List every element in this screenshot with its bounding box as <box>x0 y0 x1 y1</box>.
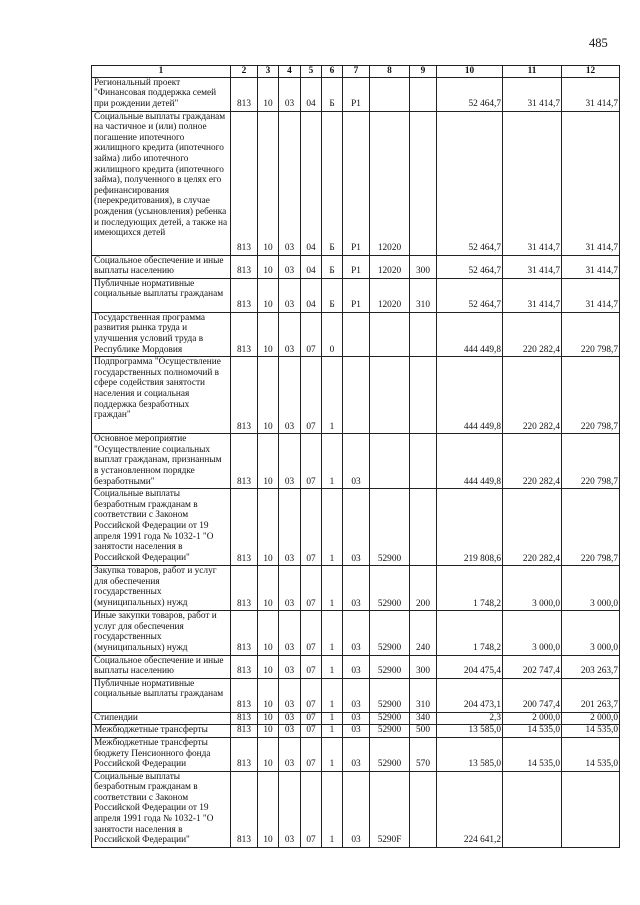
row-name-cell <box>92 312 231 356</box>
amount-year-1-cell: 52 464,7 <box>437 111 503 255</box>
section-code-cell: 10 <box>258 278 279 312</box>
amount-year-3-cell: 201 263,7 <box>562 678 620 712</box>
subprogram-code-cell: 1 <box>322 566 343 611</box>
event-code-cell: Р1 <box>343 77 370 111</box>
direction-code-cell: 52900 <box>370 489 410 566</box>
event-code-cell: 03 <box>343 737 370 771</box>
amount-year-2-cell: 220 282,4 <box>503 489 562 566</box>
subsection-code-cell: 03 <box>279 434 301 489</box>
event-code-cell: 03 <box>343 655 370 678</box>
amount-year-1-cell: 1 748,2 <box>437 611 503 655</box>
table-row <box>92 255 620 278</box>
expense-type-code-cell: 240 <box>410 611 437 655</box>
subsection-code-cell: 03 <box>279 312 301 356</box>
program-code-cell: 07 <box>301 725 322 738</box>
table-row <box>92 655 620 678</box>
amount-year-1-cell: 52 464,7 <box>437 278 503 312</box>
amount-year-3-cell: 31 414,7 <box>562 255 620 278</box>
amount-year-1-cell: 13 585,0 <box>437 725 503 738</box>
budget-table <box>91 65 620 848</box>
direction-code-cell: 52900 <box>370 655 410 678</box>
section-code-cell: 10 <box>258 566 279 611</box>
ministry-code-cell: 813 <box>231 678 258 712</box>
column-header: 5 <box>301 66 322 78</box>
event-code-cell: 03 <box>343 725 370 738</box>
subsection-code-cell: 03 <box>279 357 301 434</box>
section-code-cell: 10 <box>258 434 279 489</box>
amount-year-2-cell: 31 414,7 <box>503 278 562 312</box>
expense-type-code-cell: 200 <box>410 566 437 611</box>
amount-year-2-cell: 3 000,0 <box>503 566 562 611</box>
row-name-cell <box>92 278 231 312</box>
row-name: Региональный проект "Финансовая поддержка семей при рождении детей" <box>94 77 217 109</box>
amount-year-1-cell: 52 464,7 <box>437 77 503 111</box>
column-header: 10 <box>437 66 503 78</box>
ministry-code-cell: 813 <box>231 737 258 771</box>
row-name: Подпрограмма "Осуществление государственных полномочий в сфере содействия занятости населения и социальная поддержка безработных граждан" <box>94 357 221 421</box>
event-code-cell: 03 <box>343 771 370 847</box>
section-code-cell: 10 <box>258 712 279 725</box>
program-code-cell: 07 <box>301 611 322 655</box>
section-code-cell: 10 <box>258 255 279 278</box>
subsection-code-cell: 03 <box>279 489 301 566</box>
program-code-cell: 07 <box>301 771 322 847</box>
amount-year-3-cell: 2 000,0 <box>562 712 620 725</box>
subsection-code-cell: 03 <box>279 725 301 738</box>
subsection-code-cell: 03 <box>279 712 301 725</box>
amount-year-2-cell: 220 282,4 <box>503 312 562 356</box>
page-number: 485 <box>589 36 608 50</box>
row-name: Публичные нормативные социальные выплаты гражданам <box>94 678 224 700</box>
direction-code-cell: 12020 <box>370 255 410 278</box>
program-code-cell: 04 <box>301 255 322 278</box>
direction-code-cell: 52900 <box>370 678 410 712</box>
row-name-cell <box>92 712 231 725</box>
event-code-cell: 03 <box>343 434 370 489</box>
event-code-cell <box>343 357 370 434</box>
expense-type-code-cell: 570 <box>410 737 437 771</box>
row-name: Основное мероприятие "Осуществление социальных выплат гражданам, признанным в установленном порядке безработными" <box>94 434 222 487</box>
row-name-cell <box>92 725 231 738</box>
amount-year-3-cell <box>562 771 620 847</box>
direction-code-cell: 5290F <box>370 771 410 847</box>
amount-year-2-cell: 220 282,4 <box>503 357 562 434</box>
subprogram-code-cell: 1 <box>322 725 343 738</box>
row-name: Социальные выплаты безработным гражданам в соответствии с Законом Российской Федерации от 19 апреля 1991 года № 1032-1 "О занятости населения в Российской Федерации" <box>94 489 214 563</box>
expense-type-code-cell: 310 <box>410 678 437 712</box>
column-header: 11 <box>503 66 562 78</box>
section-code-cell: 10 <box>258 77 279 111</box>
amount-year-2-cell: 14 535,0 <box>503 725 562 738</box>
direction-code-cell: 52900 <box>370 611 410 655</box>
expense-type-code-cell: 300 <box>410 655 437 678</box>
ministry-code-cell: 813 <box>231 566 258 611</box>
amount-year-3-cell: 220 798,7 <box>562 489 620 566</box>
amount-year-1-cell: 444 449,8 <box>437 312 503 356</box>
amount-year-1-cell: 13 585,0 <box>437 737 503 771</box>
expense-type-code-cell: 500 <box>410 725 437 738</box>
table-row <box>92 566 620 611</box>
row-name: Социальные выплаты безработным гражданам в соответствии с Законом Российской Федерации от 19 апреля 1991 года № 1032-1 "О занятости населения в Российской Федерации" <box>94 771 214 846</box>
subprogram-code-cell: 1 <box>322 357 343 434</box>
row-name: Социальное обеспечение и иные выплаты населению <box>94 255 224 277</box>
subsection-code-cell: 03 <box>279 77 301 111</box>
amount-year-3-cell: 14 535,0 <box>562 737 620 771</box>
table-row <box>92 357 620 434</box>
ministry-code-cell: 813 <box>231 278 258 312</box>
subsection-code-cell: 03 <box>279 255 301 278</box>
expense-type-code-cell <box>410 312 437 356</box>
table-row <box>92 77 620 111</box>
amount-year-1-cell: 1 748,2 <box>437 566 503 611</box>
table-row <box>92 771 620 847</box>
row-name-cell <box>92 655 231 678</box>
section-code-cell: 10 <box>258 111 279 255</box>
column-header: 8 <box>370 66 410 78</box>
row-name: Социальное обеспечение и иные выплаты населению <box>94 655 224 677</box>
amount-year-2-cell: 31 414,7 <box>503 111 562 255</box>
section-code-cell: 10 <box>258 357 279 434</box>
amount-year-3-cell: 3 000,0 <box>562 566 620 611</box>
ministry-code-cell: 813 <box>231 255 258 278</box>
row-name: Межбюджетные трансферты бюджету Пенсионного фонда Российской Федерации <box>94 737 211 770</box>
program-code-cell: 04 <box>301 278 322 312</box>
row-name: Социальные выплаты гражданам на частичное и (или) полное погашение ипотечного жилищного кредита (ипотечного займа) либо ипотечного жилищного кредита (ипотечного займа), полученного в целях его рефинансирования (перекредитования), в случае рождения (усыновления) ребенка и последующих детей, а также на имеющихся детей <box>94 111 228 239</box>
amount-year-1-cell: 219 808,6 <box>437 489 503 566</box>
expense-type-code-cell <box>410 489 437 566</box>
row-name-cell <box>92 678 231 712</box>
event-code-cell: 03 <box>343 611 370 655</box>
table-row <box>92 712 620 725</box>
subsection-code-cell: 03 <box>279 278 301 312</box>
row-name-cell <box>92 566 231 611</box>
amount-year-1-cell: 52 464,7 <box>437 255 503 278</box>
ministry-code-cell: 813 <box>231 712 258 725</box>
table-row <box>92 278 620 312</box>
expense-type-code-cell <box>410 434 437 489</box>
direction-code-cell <box>370 312 410 356</box>
row-name-cell <box>92 737 231 771</box>
amount-year-3-cell: 31 414,7 <box>562 77 620 111</box>
row-name: Иные закупки товаров, работ и услуг для обеспечения государственных (муниципальных) нужд <box>94 611 217 653</box>
subsection-code-cell: 03 <box>279 678 301 712</box>
direction-code-cell: 12020 <box>370 278 410 312</box>
amount-year-2-cell: 220 282,4 <box>503 434 562 489</box>
expense-type-code-cell <box>410 357 437 434</box>
direction-code-cell: 52900 <box>370 712 410 725</box>
program-code-cell: 07 <box>301 357 322 434</box>
amount-year-2-cell: 31 414,7 <box>503 77 562 111</box>
event-code-cell: Р1 <box>343 111 370 255</box>
subsection-code-cell: 03 <box>279 737 301 771</box>
subprogram-code-cell: 1 <box>322 737 343 771</box>
column-header: 9 <box>410 66 437 78</box>
row-name-cell <box>92 111 231 255</box>
ministry-code-cell: 813 <box>231 655 258 678</box>
amount-year-3-cell: 14 535,0 <box>562 725 620 738</box>
program-code-cell: 04 <box>301 77 322 111</box>
direction-code-cell: 52900 <box>370 737 410 771</box>
subprogram-code-cell: Б <box>322 255 343 278</box>
column-header: 12 <box>562 66 620 78</box>
column-header: 7 <box>343 66 370 78</box>
direction-code-cell <box>370 77 410 111</box>
section-code-cell: 10 <box>258 312 279 356</box>
ministry-code-cell: 813 <box>231 434 258 489</box>
amount-year-2-cell: 202 747,4 <box>503 655 562 678</box>
subsection-code-cell: 03 <box>279 655 301 678</box>
subprogram-code-cell: Б <box>322 278 343 312</box>
row-name-cell <box>92 357 231 434</box>
subprogram-code-cell: 1 <box>322 771 343 847</box>
section-code-cell: 10 <box>258 737 279 771</box>
subprogram-code-cell: Б <box>322 77 343 111</box>
direction-code-cell: 52900 <box>370 725 410 738</box>
program-code-cell: 07 <box>301 737 322 771</box>
ministry-code-cell: 813 <box>231 725 258 738</box>
ministry-code-cell: 813 <box>231 77 258 111</box>
row-name-cell <box>92 434 231 489</box>
amount-year-2-cell: 3 000,0 <box>503 611 562 655</box>
amount-year-1-cell: 2,3 <box>437 712 503 725</box>
table-row <box>92 678 620 712</box>
event-code-cell <box>343 312 370 356</box>
table-row <box>92 489 620 566</box>
section-code-cell: 10 <box>258 771 279 847</box>
section-code-cell: 10 <box>258 725 279 738</box>
event-code-cell: 03 <box>343 566 370 611</box>
amount-year-1-cell: 204 475,4 <box>437 655 503 678</box>
row-name-cell <box>92 489 231 566</box>
column-header: 2 <box>231 66 258 78</box>
program-code-cell: 07 <box>301 678 322 712</box>
ministry-code-cell: 813 <box>231 489 258 566</box>
amount-year-2-cell: 31 414,7 <box>503 255 562 278</box>
direction-code-cell <box>370 357 410 434</box>
program-code-cell: 07 <box>301 712 322 725</box>
program-code-cell: 07 <box>301 312 322 356</box>
row-name: Государственная программа развития рынка труда и улучшения условий труда в Республике Мордовия <box>94 312 206 355</box>
amount-year-1-cell: 444 449,8 <box>437 434 503 489</box>
row-name: Публичные нормативные социальные выплаты гражданам <box>94 278 224 300</box>
program-code-cell: 07 <box>301 489 322 566</box>
row-name-cell <box>92 611 231 655</box>
subprogram-code-cell: Б <box>322 111 343 255</box>
ministry-code-cell: 813 <box>231 312 258 356</box>
table-row <box>92 611 620 655</box>
expense-type-code-cell <box>410 77 437 111</box>
row-name-cell <box>92 255 231 278</box>
subprogram-code-cell: 1 <box>322 655 343 678</box>
amount-year-1-cell: 224 641,2 <box>437 771 503 847</box>
header-row <box>92 66 620 78</box>
amount-year-2-cell: 14 535,0 <box>503 737 562 771</box>
direction-code-cell <box>370 434 410 489</box>
section-code-cell: 10 <box>258 489 279 566</box>
ministry-code-cell: 813 <box>231 771 258 847</box>
amount-year-3-cell: 31 414,7 <box>562 278 620 312</box>
amount-year-3-cell: 203 263,7 <box>562 655 620 678</box>
subprogram-code-cell: 1 <box>322 489 343 566</box>
program-code-cell: 04 <box>301 111 322 255</box>
table-row <box>92 111 620 255</box>
expense-type-code-cell: 300 <box>410 255 437 278</box>
row-name: Межбюджетные трансферты <box>94 725 208 736</box>
subprogram-code-cell: 1 <box>322 712 343 725</box>
expense-type-code-cell: 340 <box>410 712 437 725</box>
table-row <box>92 725 620 738</box>
direction-code-cell: 12020 <box>370 111 410 255</box>
row-name-cell <box>92 77 231 111</box>
amount-year-1-cell: 204 473,1 <box>437 678 503 712</box>
event-code-cell: Р1 <box>343 255 370 278</box>
column-header: 3 <box>258 66 279 78</box>
table-row <box>92 312 620 356</box>
ministry-code-cell: 813 <box>231 111 258 255</box>
amount-year-2-cell: 2 000,0 <box>503 712 562 725</box>
expense-type-code-cell <box>410 111 437 255</box>
program-code-cell: 07 <box>301 566 322 611</box>
expense-type-code-cell <box>410 771 437 847</box>
ministry-code-cell: 813 <box>231 357 258 434</box>
amount-year-2-cell <box>503 771 562 847</box>
subsection-code-cell: 03 <box>279 611 301 655</box>
amount-year-1-cell: 444 449,8 <box>437 357 503 434</box>
amount-year-3-cell: 3 000,0 <box>562 611 620 655</box>
table-row <box>92 434 620 489</box>
section-code-cell: 10 <box>258 655 279 678</box>
row-name: Стипендии <box>94 712 138 723</box>
row-name: Закупка товаров, работ и услуг для обеспечения государственных (муниципальных) нужд <box>94 566 217 608</box>
subprogram-code-cell: 1 <box>322 434 343 489</box>
program-code-cell: 07 <box>301 655 322 678</box>
amount-year-3-cell: 220 798,7 <box>562 312 620 356</box>
column-header: 1 <box>92 66 231 78</box>
program-code-cell: 07 <box>301 434 322 489</box>
event-code-cell: Р1 <box>343 278 370 312</box>
event-code-cell: 03 <box>343 712 370 725</box>
subprogram-code-cell: 1 <box>322 611 343 655</box>
amount-year-3-cell: 220 798,7 <box>562 434 620 489</box>
table-row <box>92 737 620 771</box>
ministry-code-cell: 813 <box>231 611 258 655</box>
direction-code-cell: 52900 <box>370 566 410 611</box>
subsection-code-cell: 03 <box>279 566 301 611</box>
column-header: 6 <box>322 66 343 78</box>
expense-type-code-cell: 310 <box>410 278 437 312</box>
subsection-code-cell: 03 <box>279 111 301 255</box>
amount-year-3-cell: 31 414,7 <box>562 111 620 255</box>
row-name-cell <box>92 771 231 847</box>
section-code-cell: 10 <box>258 611 279 655</box>
section-code-cell: 10 <box>258 678 279 712</box>
subsection-code-cell: 03 <box>279 771 301 847</box>
subprogram-code-cell: 1 <box>322 678 343 712</box>
event-code-cell: 03 <box>343 678 370 712</box>
amount-year-2-cell: 200 747,4 <box>503 678 562 712</box>
event-code-cell: 03 <box>343 489 370 566</box>
subprogram-code-cell: 0 <box>322 312 343 356</box>
column-header: 4 <box>279 66 301 78</box>
amount-year-3-cell: 220 798,7 <box>562 357 620 434</box>
